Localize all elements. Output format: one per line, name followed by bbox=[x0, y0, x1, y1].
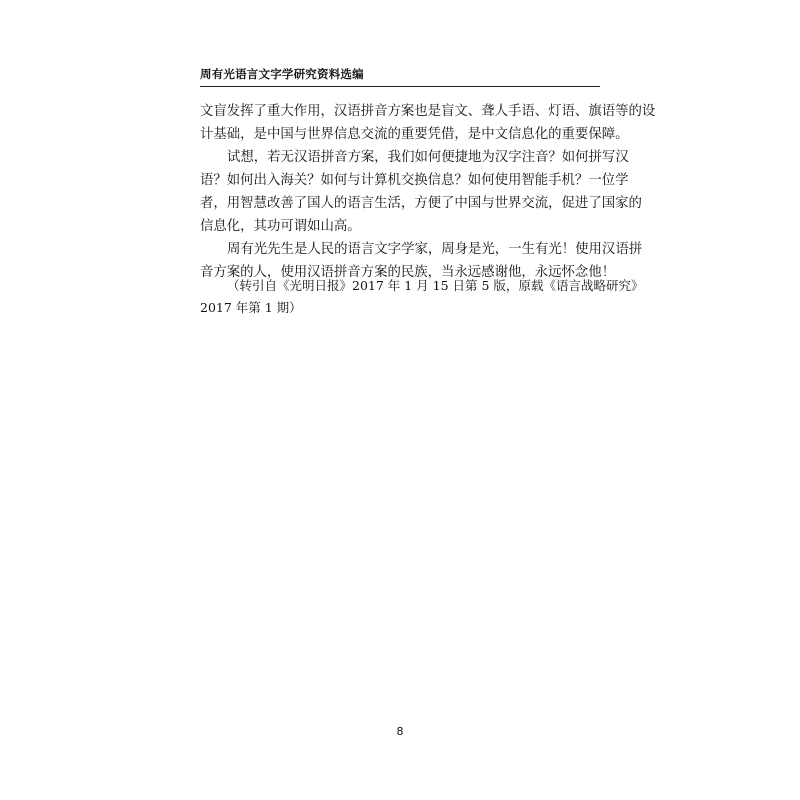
body-line: 信息化，其功可谓如山高。 bbox=[200, 219, 361, 234]
header-divider bbox=[200, 86, 600, 87]
citation-line: （转引自《光明日报》2017 年 1 月 15 日第 5 版，原载《语言战略研究》 bbox=[227, 278, 644, 293]
body-line: 音方案的人，使用汉语拼音方案的民族，当永远感谢他，永远怀念他！ bbox=[200, 265, 616, 280]
body-line: 计基础，是中国与世界信息交流的重要凭借，是中文信息化的重要保障。 bbox=[200, 127, 629, 142]
body-line: 者，用智慧改善了国人的语言生活，方便了中国与世界交流，促进了国家的 bbox=[200, 196, 642, 211]
body-line: 语？如何出入海关？如何与计算机交换信息？如何使用智能手机？一位学 bbox=[200, 173, 629, 188]
citation-line: 2017 年第 1 期） bbox=[200, 300, 302, 315]
running-header: 周有光语言文字学研究资料选编 bbox=[200, 67, 364, 81]
body-line: 周有光先生是人民的语言文字学家，周身是光，一生有光！使用汉语拼 bbox=[227, 242, 643, 257]
body-line: 试想，若无汉语拼音方案，我们如何便捷地为汉字注音？如何拼写汉 bbox=[227, 150, 629, 165]
page-number: 8 bbox=[396, 725, 404, 738]
source-citation bbox=[200, 275, 644, 319]
body-line: 文盲发挥了重大作用，汉语拼音方案也是盲文、聋人手语、灯语、旗语等的设 bbox=[200, 104, 656, 119]
body-text bbox=[200, 100, 656, 284]
